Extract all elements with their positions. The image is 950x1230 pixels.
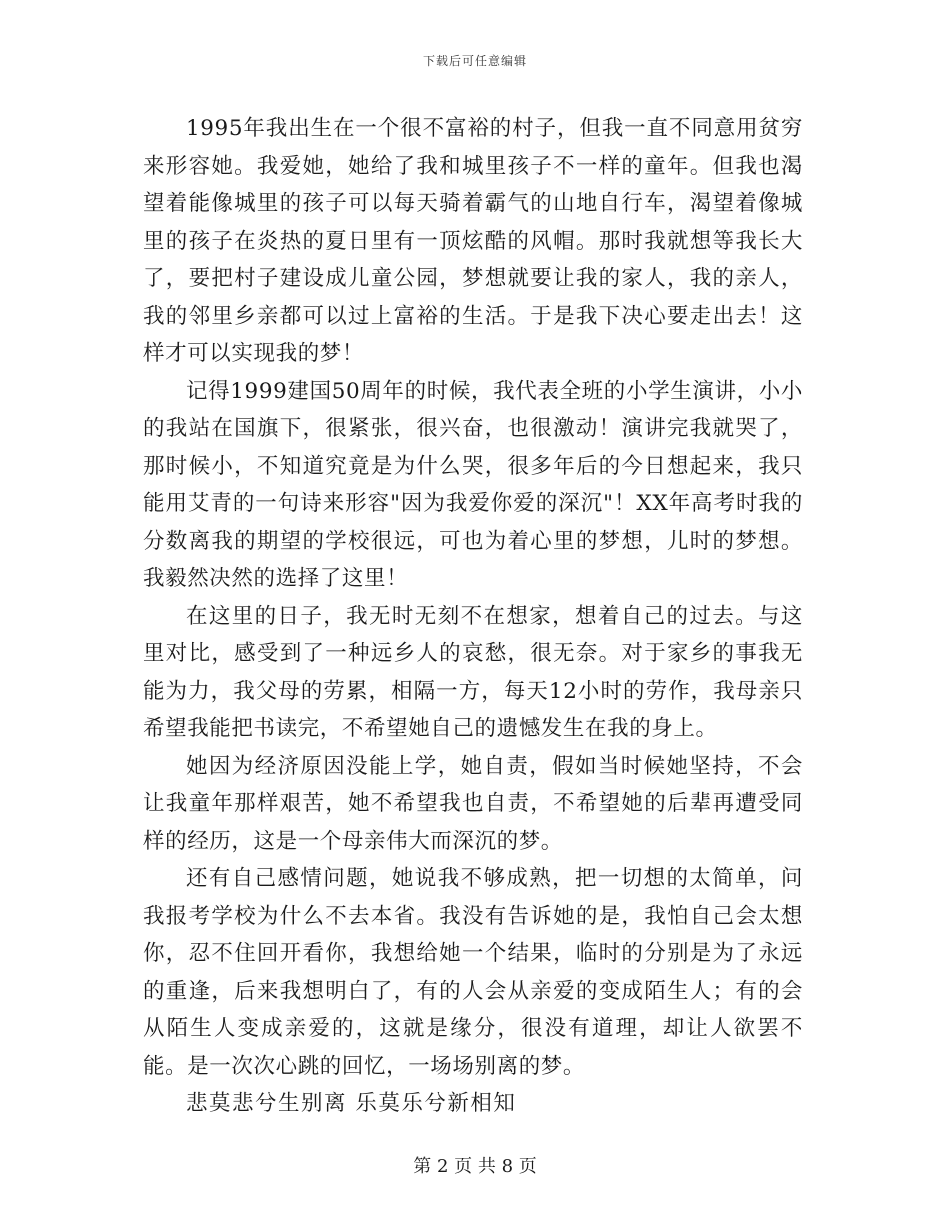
paragraph-speech: 记得1999建国50周年的时候，我代表全班的小学生演讲，小小的我站在国旗下，很紧张，很兴奋，也很激动！演讲完我就哭了，那时候小，不知道究竟是为什么哭，很多年后的今日想起来，我只能用艾青的一句诗来形容"因为我爱你爱的深沉"！XX年高考时我的分数离我的期望的学校很远，可也为着心里的梦想，儿时的梦想。我毅然决然的选择了这里！ [143,378,803,591]
paragraph-mother: 她因为经济原因没能上学，她自责，假如当时候她坚持，不会让我童年那样艰苦，她不希望我也自责，不希望她的后辈再遭受同样的经历，这是一个母亲伟大而深沉的梦。 [143,753,803,854]
paragraph-homesick: 在这里的日子，我无时无刻不在想家，想着自己的过去。与这里对比，感受到了一种远乡人的哀愁，很无奈。对于家乡的事我无能为力，我父母的劳累，相隔一方，每天12小时的劳作，我母亲只希望我能把书读完，不希望她自己的遗憾发生在我的身上。 [143,603,803,741]
paragraph-feelings: 还有自己感情问题，她说我不够成熟，把一切想的太简单，问我报考学校为什么不去本省。我没有告诉她的是，我怕自己会太想你，忍不住回开看你，我想给她一个结果，临时的分别是为了永远的重逢，后来我想明白了，有的人会从亲爱的变成陌生人；有的会从陌生人变成亲爱的，这就是缘分，很没有道理，却让人欲罢不能。是一次次心跳的回忆，一场场别离的梦。 [143,866,803,1079]
article-body [143,110,803,1123]
paragraph-closing-verse: 悲莫悲兮生别离 乐莫乐兮新相知 [186,1091,517,1116]
paragraph-birth: 1995年我出生在一个很不富裕的村子，但我一直不同意用贫穷来形容她。我爱她，她给了我和城里孩子不一样的童年。但我也渴望着能像城里的孩子可以每天骑着霸气的山地自行车，渴望着像城里的孩子在炎热的夏日里有一顶炫酷的风帽。那时我就想等我长大了，要把村子建设成儿童公园，梦想就要让我的家人，我的亲人，我的邻里乡亲都可以过上富裕的生活。于是我下决心要走出去！这样才可以实现我的梦！ [143,116,803,366]
page-header: 下载后可任意编辑 [422,54,527,68]
page-number: 第 2 页 共 8 页 [413,1156,537,1177]
